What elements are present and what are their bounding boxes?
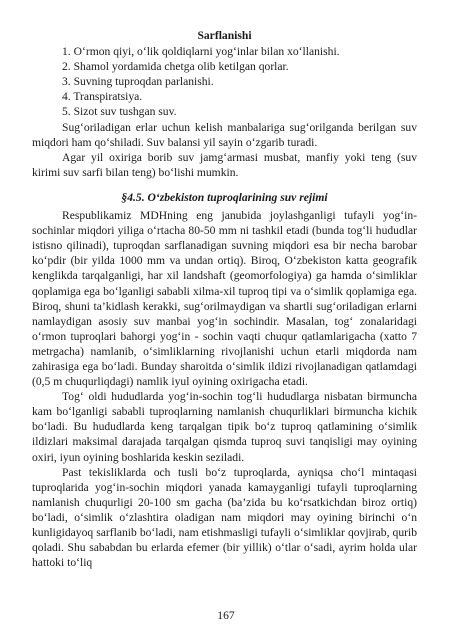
paragraph: Respublikamiz MDHning eng janubida joylashganligi tufayli yog‘in-sochinlar miqdori yiliga o‘rtacha 80-50 mm ni tashkil etadi (bunda tog‘li hududlar istisno qilinadi), tuproqdan sarflanadigan suvning miqdori esa bir necha barobar ko‘pdir (bir yilda 1000 mm va undan ortiq). Biroq, O‘zbekiston katta geografik kenglikda tarqalganligi, har xil landshaft (geomorfologiya) ga hamda o‘simliklar qoplamiga ega bo‘lganligi sababli xilma-xil tuproq tipi va o‘simlik qoplamiga ega. Biroq, shuni ta’kidlash kerakki, sug‘orilmaydigan va shartli sug‘oriladigan erlarni namlaydigan asosiy suv manbai yog‘in sochindir. Masalan, tog‘ zonalaridagi o‘rmon tuproqlari bahorgi yog‘in - sochin vaqti chuqur qatlamlarigacha (xatto 7 metrgacha) namlanib, o‘simliklarning rivojlanishi uchun etarli miqdorda nam zahirasiga ega bo‘ladi. Bunday sharoitda o‘simlik ildizi rivojlanadigan qatlamdagi (0,5 m chuqurliqdagi) namlik iyul oyining oxirigacha etadi. — [32, 209, 417, 389]
paragraph: Past tekisliklarda och tusli bo‘z tuproqlarda, ayniqsa cho‘l mintaqasi tuproqlarida yog‘in-sochin miqdori yanada kamayganligi tufayli tuproqlarning namlanish chuqurligi 20-100 sm gacha (ba’zida bu ko‘rsatkichdan biroz ortiq) bo‘ladi, o‘simlik o‘zlashtira oladigan nam miqdori may oyining birinchi o‘n kunligidayoq sarflanib bo‘ladi, nam etishmasligi tufayli o‘simliklar qovjirab, qurib qoladi. Shu sababdan bu erlarda efemer (bir yillik) o‘tlar o‘sadi, ayrim holda ular hattoki to‘liq — [32, 465, 417, 570]
list-item: 5. Sizot suv tushgan suv. — [62, 105, 177, 119]
list-item: 4. Transpiratsiya. — [62, 90, 143, 104]
list-item: 3. Suvning tuproqdan parlanishi. — [62, 75, 214, 89]
heading-sarflanishi: Sarflanishi — [197, 29, 252, 42]
document-page — [32, 28, 417, 570]
paragraph: Tog‘ oldi hududlarda yog‘in-sochin tog‘li hududlarga nisbatan birmuncha kam bo‘lganligi sababli tuproqlarning namlanish chuqurliklari birmuncha kichik bo‘ladi. Bu hududlarda keng tarqalgan tipik bo‘z tuproq qatlamining o‘simlik ildizlari maksimal darajada tarqalgan qismda tuproq suvi tanqisligi may oyining oxiri, iyun oyining boshlarida keskin seziladi. — [32, 390, 417, 464]
list-item: 1. O‘rmon qiyi, o‘lik qoldiqlarni yog‘inlar bilan xo‘llanishi. — [62, 45, 340, 59]
paragraph: Agar yil oxiriga borib suv jamg‘armasi musbat, manfiy yoki teng (suv kirimi suv sarfi bilan teng) bo‘lishi mumkin. — [32, 150, 417, 179]
list-item: 2. Shamol yordamida chetga olib ketilgan qorlar. — [62, 60, 289, 74]
page-number: 167 — [217, 609, 235, 622]
section-heading: §4.5. O‘zbekiston tuproqlarining suv rejimi — [121, 190, 328, 204]
paragraph: Sug‘oriladigan erlar uchun kelish manbalariga sug‘orilganda berilgan suv miqdori ham qo‘shiladi. Suv balansi yil sayin o‘zgarib turadi. — [32, 120, 417, 149]
